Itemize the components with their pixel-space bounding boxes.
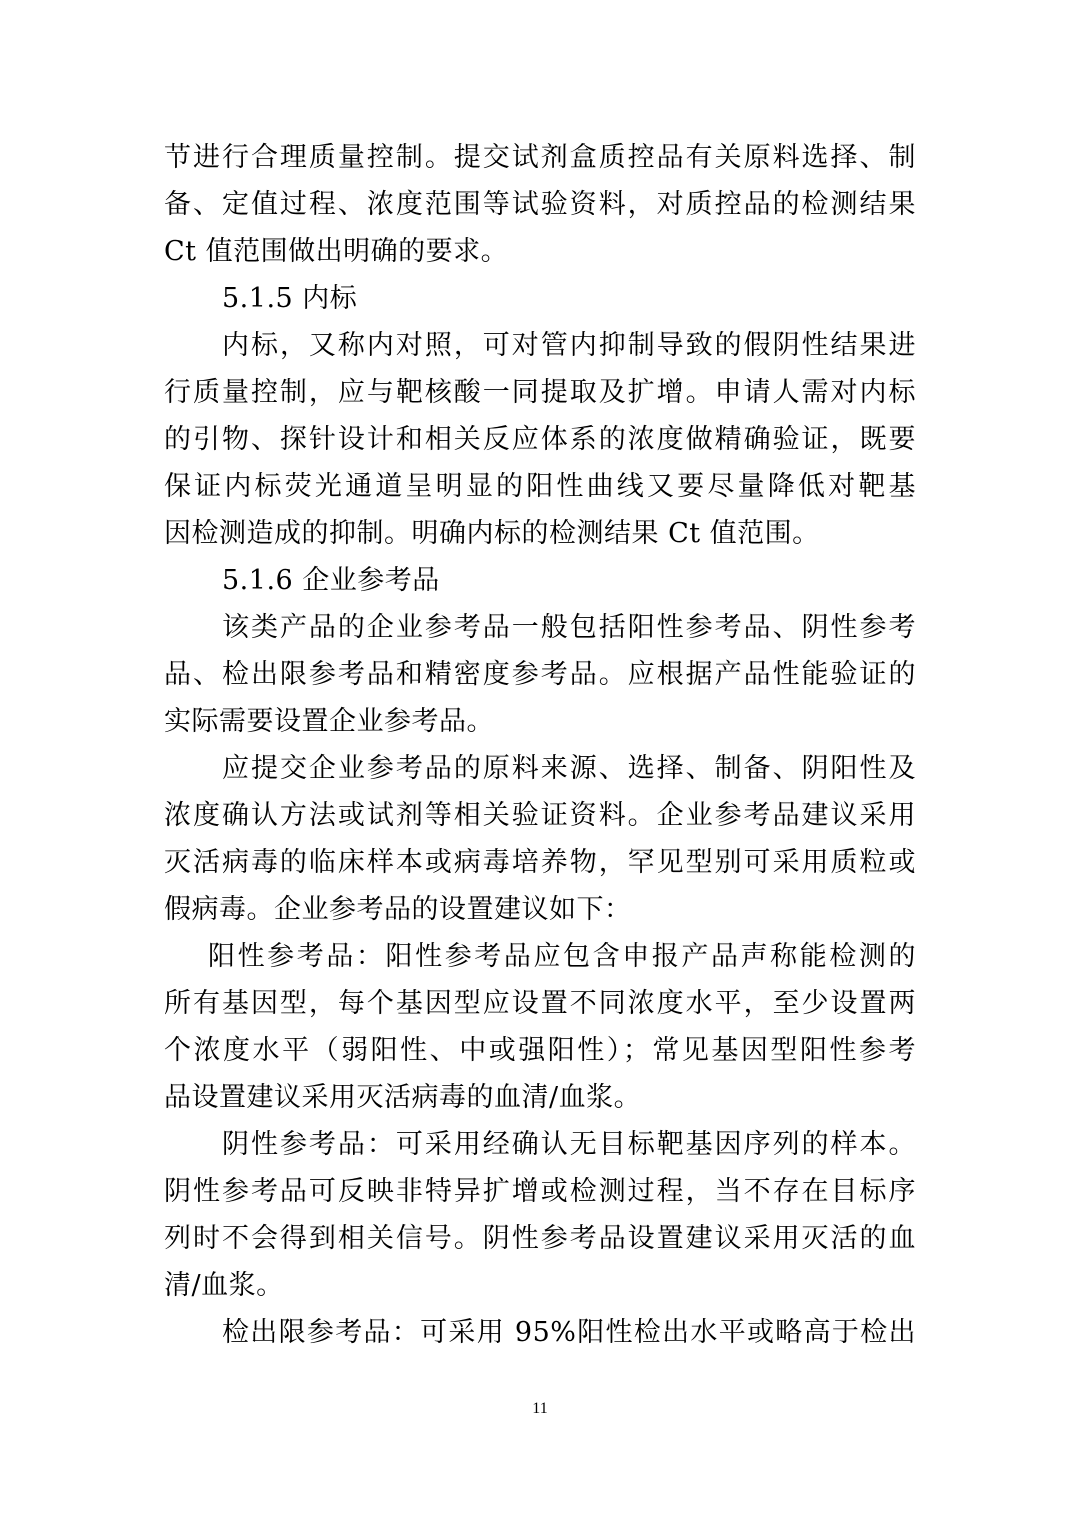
paragraph-line: 列时不会得到相关信号。阴性参考品设置建议采用灭活的血 [164,1223,916,1254]
paragraph-line: 行质量控制，应与靶核酸一同提取及扩增。申请人需对内标 [164,377,916,408]
paragraph-line: 应提交企业参考品的原料来源、选择、制备、阴阳性及 [222,753,916,784]
section-heading: 5.1.6 企业参考品 [222,565,440,596]
paragraph-line: 所有基因型，每个基因型应设置不同浓度水平，至少设置两 [164,988,916,1019]
paragraph-line: 因检测造成的抑制。明确内标的检测结果 Ct 值范围。 [164,518,820,549]
paragraph-line: 个浓度水平（弱阳性、中或强阳性）；常见基因型阳性参考 [164,1035,916,1066]
document-body [164,134,916,1356]
paragraph-line: 的引物、探针设计和相关反应体系的浓度做精确验证，既要 [164,424,916,455]
paragraph-line: 阴性参考品：可采用经确认无目标靶基因序列的样本。 [222,1129,916,1160]
paragraph-line: 阴性参考品可反映非特异扩增或检测过程，当不存在目标序 [164,1176,916,1207]
paragraph-line: 备、定值过程、浓度范围等试验资料，对质控品的检测结果 [164,189,916,220]
paragraph-line: 阳性参考品：阳性参考品应包含申报产品声称能检测的 [208,941,916,972]
paragraph-line: Ct 值范围做出明确的要求。 [164,236,509,267]
paragraph-line: 品设置建议采用灭活病毒的血清/血浆。 [164,1082,642,1113]
page-number: 11 [532,1400,548,1417]
paragraph-line: 检出限参考品：可采用 95%阳性检出水平或略高于检出 [222,1317,916,1348]
paragraph-line: 清/血浆。 [164,1270,284,1301]
paragraph-line: 假病毒。企业参考品的设置建议如下： [164,894,632,925]
paragraph-line: 该类产品的企业参考品一般包括阳性参考品、阴性参考 [222,612,916,643]
paragraph-line: 浓度确认方法或试剂等相关验证资料。企业参考品建议采用 [164,800,916,831]
paragraph-line: 内标，又称内对照，可对管内抑制导致的假阴性结果进 [222,330,916,361]
paragraph-line: 灭活病毒的临床样本或病毒培养物，罕见型别可采用质粒或 [164,847,916,878]
paragraph-line: 品、检出限参考品和精密度参考品。应根据产品性能验证的 [164,659,916,690]
paragraph-line: 实际需要设置企业参考品。 [164,706,494,737]
section-heading: 5.1.5 内标 [222,283,358,314]
paragraph-line: 节进行合理质量控制。提交试剂盒质控品有关原料选择、制 [164,142,916,173]
paragraph-line: 保证内标荧光通道呈明显的阳性曲线又要尽量降低对靶基 [164,471,916,502]
